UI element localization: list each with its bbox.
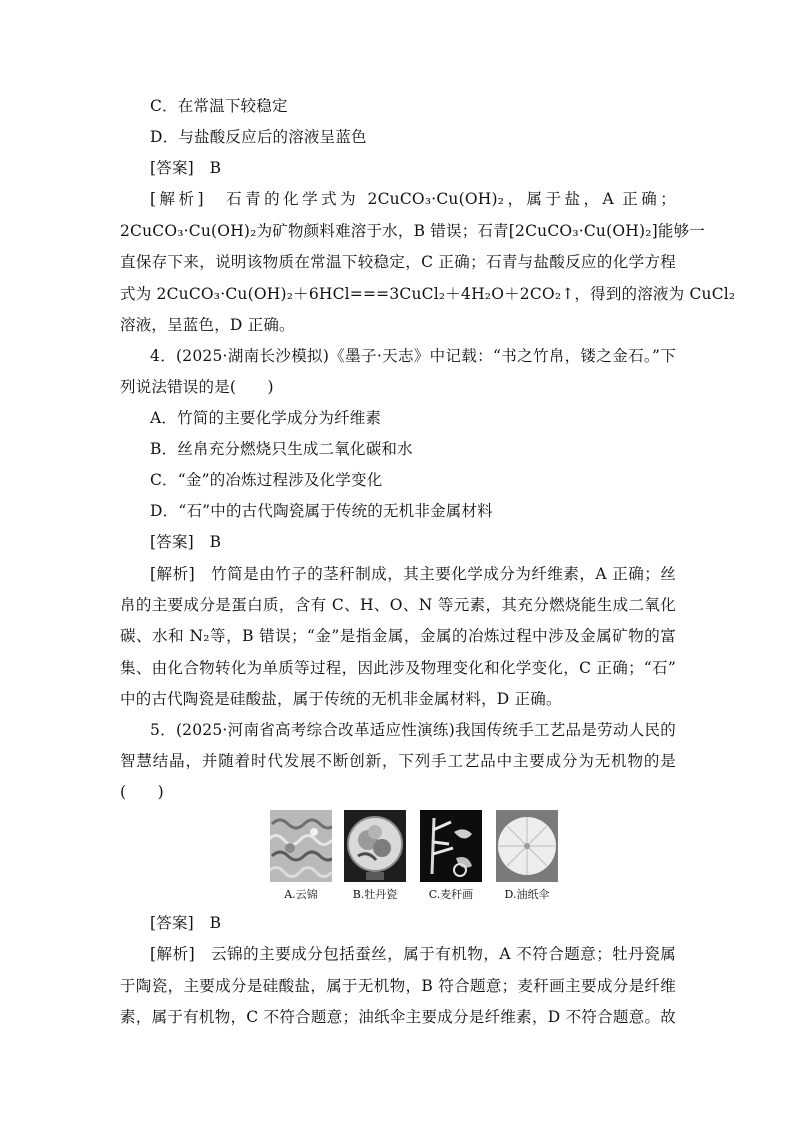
option-4c: C．“金”的冶炼过程涉及化学变化 xyxy=(150,471,383,489)
question-4-line-2: 列说法错误的是( ) xyxy=(120,378,274,396)
analysis-4-line-5: 中的古代陶瓷是硅酸盐，属于传统的无机非金属材料，D 正确。 xyxy=(120,690,562,708)
analysis-3-line-3: 直保存下来，说明该物质在常温下较稳定，C 正确；石青与盐酸反应的化学方程 xyxy=(120,253,676,271)
analysis-3-line-2: 2CuCO₃·Cu(OH)₂为矿物颜料难溶于水，B 错误；石青[2CuCO₃·Cu(OH)₂]能够一 xyxy=(120,222,705,240)
answer-5: [答案] B xyxy=(150,914,222,932)
analysis-3-line-1: [解析] 石青的化学式为 2CuCO₃·Cu(OH)₂，属于盐，A 正确； xyxy=(150,190,676,208)
question-5-line-2: 智慧结晶，并随着时代发展不断创新，下列手工艺品中主要成分为无机物的是 xyxy=(120,752,676,770)
question-5-line-3: ( ) xyxy=(120,783,164,801)
option-4a: A．竹简的主要化学成分为纤维素 xyxy=(150,409,382,427)
option-4b: B．丝帛充分燃烧只生成二氧化碳和水 xyxy=(150,440,413,458)
caption-c: C.麦秆画 xyxy=(428,888,474,901)
analysis-4-line-4: 集、由化合物转化为单质等过程，因此涉及物理变化和化学变化，C 正确；“石” xyxy=(120,659,676,677)
option-c: C．在常温下较稳定 xyxy=(150,97,288,115)
answer-4: [答案] B xyxy=(150,533,222,551)
analysis-5-line-1: [解析] 云锦的主要成分包括蚕丝，属于有机物，A 不符合题意；牡丹瓷属 xyxy=(150,945,676,963)
yunjin-brocade-image xyxy=(270,810,332,882)
analysis-3-line-5: 溶液，呈蓝色，D 正确。 xyxy=(120,316,295,334)
question-5-line-1: 5．(2025·河南省高考综合改革适应性演练)我国传统手工艺品是劳动人民的 xyxy=(150,721,676,739)
question-4-line-1: 4．(2025·湖南长沙模拟)《墨子·天志》中记载：“书之竹帛，镂之金石。”下 xyxy=(150,347,676,365)
option-d: D．与盐酸反应后的溶液呈蓝色 xyxy=(150,128,367,146)
analysis-3-line-4: 式为 2CuCO₃·Cu(OH)₂＋6HCl===3CuCl₂＋4H₂O＋2CO₂↑，得到的溶液为 CuCl₂ xyxy=(120,285,736,303)
analysis-4-line-1: [解析] 竹简是由竹子的茎秆制成，其主要化学成分为纤维素，A 正确；丝 xyxy=(150,565,676,583)
option-4d: D．“石”中的古代陶瓷属于传统的无机非金属材料 xyxy=(150,502,493,520)
caption-d: D.油纸伞 xyxy=(504,888,550,901)
analysis-4-line-3: 碳、水和 N₂等，B 错误；“金”是指金属，金属的冶炼过程中涉及金属矿物的富 xyxy=(120,627,676,645)
answer-3: [答案] B xyxy=(150,159,222,177)
caption-a: A.云锦 xyxy=(284,888,318,901)
straw-painting-image xyxy=(420,810,482,882)
caption-b: B.牡丹瓷 xyxy=(352,888,398,901)
analysis-5-line-3: 素，属于有机物，C 不符合题意；油纸伞主要成分是纤维素，D 不符合题意。故 xyxy=(120,1008,676,1026)
analysis-4-line-2: 帛的主要成分是蛋白质，含有 C、H、O、N 等元素，其充分燃烧能生成二氧化 xyxy=(120,596,676,614)
oil-paper-umbrella-image xyxy=(496,810,558,882)
analysis-5-line-2: 于陶瓷，主要成分是硅酸盐，属于无机物，B 符合题意；麦秆画主要成分是纤维 xyxy=(120,977,676,995)
handicraft-figure xyxy=(270,810,562,905)
peony-porcelain-image xyxy=(344,810,406,882)
